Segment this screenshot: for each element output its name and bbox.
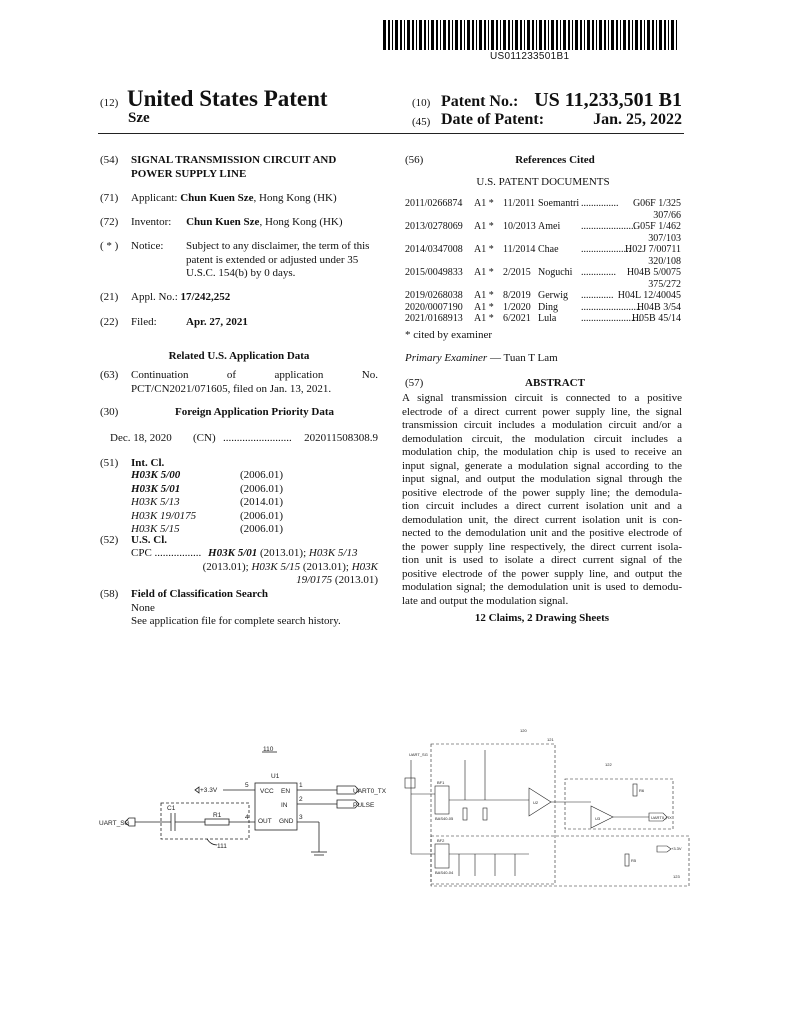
ref-date: 11/2014	[503, 244, 536, 255]
ref-class-secondary: 307/103	[648, 232, 681, 244]
barcode-bar	[620, 20, 621, 50]
ref-class-secondary: 375/272	[648, 278, 681, 290]
bf1-label: BF1	[437, 780, 445, 785]
code-58: (58)	[100, 588, 119, 600]
cpc-d-part1: H03K	[351, 560, 378, 573]
res-a	[463, 808, 467, 820]
block-121	[431, 744, 555, 884]
cpc-c-year: (2013.01);	[300, 560, 352, 573]
barcode-bar	[464, 20, 465, 50]
barcode-bar	[484, 20, 486, 50]
intcl-year: (2006.01)	[240, 509, 284, 522]
ref-name: Ding	[538, 301, 558, 313]
inventor-location: , Hong Kong (HK)	[259, 216, 343, 228]
publication-number: US011233501B1	[490, 51, 570, 62]
intcl-row	[131, 469, 291, 483]
intcl-class: H03K 5/15	[131, 523, 180, 535]
bf1-diode	[435, 786, 449, 814]
block-123	[431, 836, 689, 886]
pin5-num: 5	[245, 782, 249, 789]
code-63: (63)	[100, 369, 119, 381]
header-rule	[98, 133, 684, 134]
ref-name: Noguchi	[538, 267, 573, 278]
barcode-bar	[604, 20, 606, 50]
pin-in: IN	[281, 802, 288, 809]
ref-dots: ........................	[581, 301, 641, 313]
abstract-line: positive electrode of the power supply line, and output the	[402, 567, 682, 580]
abstract-line: tion unit is used to isolate a direct current signal of the	[402, 554, 682, 566]
ref-date: 6/2021	[503, 313, 531, 324]
r5-label: R5	[631, 858, 637, 863]
foreign-heading: Foreign Application Priority Data	[175, 406, 334, 418]
applicant	[131, 192, 378, 206]
applicant-label: Applicant:	[131, 192, 178, 204]
barcode-bar	[575, 20, 578, 50]
ref-kind: A1 *	[474, 198, 494, 209]
invention-title-line2: POWER SUPPLY LINE	[131, 167, 247, 180]
ref-120: 120	[520, 728, 527, 733]
ref-date: 2/2015	[503, 267, 531, 278]
filed-date: Apr. 27, 2021	[186, 316, 248, 328]
appl-no: 17/242,252	[180, 291, 231, 303]
ref-dots: ....................	[581, 244, 631, 255]
abstract-line: the power supply line respectively, the direct current isola-	[402, 540, 682, 553]
r5-resistor	[625, 854, 629, 866]
pin3-num: 3	[299, 814, 303, 821]
barcode-bar	[628, 20, 630, 50]
cpc-a-year: (2013.01);	[257, 547, 309, 559]
code-56: (56)	[405, 154, 424, 166]
applicant-name: Chun Kuen Sze	[180, 192, 254, 204]
barcode-bar	[647, 20, 650, 50]
barcode-bar	[532, 20, 534, 50]
continuation	[131, 369, 378, 396]
primary-examiner	[405, 352, 558, 366]
notice-line1: Subject to any disclaimer, the term of this	[186, 240, 370, 252]
inventor-short: Sze	[128, 110, 150, 126]
barcode-bar	[428, 20, 429, 50]
barcode-bar	[568, 20, 570, 50]
barcode-bar	[392, 20, 393, 50]
ref-121: 121	[547, 737, 554, 742]
ref-class: H02J 7/00711	[624, 244, 681, 255]
cpc-c: H03K 5/15	[251, 560, 301, 573]
pin-vcc: VCC	[260, 788, 274, 795]
inventor-label: Inventor:	[131, 216, 172, 228]
ref-dots: ........................	[581, 313, 641, 324]
ref-number: 2019/0268038	[405, 290, 463, 301]
barcode-bar	[452, 20, 453, 50]
code-12: (12)	[100, 97, 119, 109]
uscl-label: U.S. Cl.	[131, 534, 168, 546]
reference-row	[405, 267, 681, 290]
pin-en: EN	[281, 788, 291, 795]
notice-text	[186, 240, 378, 281]
cpc-a: H03K 5/01	[208, 547, 258, 559]
foreign-number: 202011508308.9	[304, 432, 378, 444]
c1-label: C1	[167, 805, 176, 812]
notice-line3: U.S.C. 154(b) by 0 days.	[186, 267, 296, 279]
intcl-class: H03K 5/13	[131, 496, 180, 508]
u2-label: U2	[533, 800, 539, 805]
code-51: (51)	[100, 457, 119, 469]
cpc-b-year: (2013.01);	[202, 560, 252, 573]
bf2-diode	[435, 844, 449, 868]
ref-class: H05B 45/14	[631, 313, 681, 324]
barcode-bar	[560, 20, 561, 50]
ref-number: 2014/0347008	[405, 244, 463, 255]
cpc-label: CPC	[131, 547, 152, 559]
barcode-bar	[556, 20, 558, 50]
ref-kind: A1 *	[474, 267, 494, 278]
pin1-num: 1	[299, 782, 303, 789]
ref-kind: A1 *	[474, 244, 494, 255]
barcode-bar	[587, 20, 590, 50]
examiner-name: — Tuan T Lam	[487, 352, 558, 364]
inventor-name: Chun Kuen Sze	[186, 216, 260, 228]
related-heading: Related U.S. Application Data	[168, 350, 310, 362]
notice-label: Notice:	[131, 240, 164, 252]
res-b	[483, 808, 487, 820]
code-22: (22)	[100, 316, 119, 328]
abstract-line: positive electrode of the power supply line; the demodula-	[402, 486, 682, 499]
barcode-bar	[632, 20, 633, 50]
barcode-bar	[479, 20, 482, 50]
barcode-bar	[424, 20, 426, 50]
abstract-line: electrode of a direct current power supply line, the signal	[402, 405, 682, 418]
notice-line2: patent is extended or adjusted under 35	[186, 253, 359, 266]
barcode-bar	[520, 20, 522, 50]
barcode-bar	[472, 20, 474, 50]
ref-110: 110	[263, 746, 274, 753]
field-none: None	[131, 601, 155, 614]
u1-label: U1	[271, 773, 280, 780]
barcode-bar	[448, 20, 450, 50]
ref-date: 8/2019	[503, 290, 531, 301]
reference-row	[405, 221, 681, 244]
barcode-bar	[491, 20, 494, 50]
abstract-line: input signal, generate a modulation signal according to the	[402, 459, 682, 472]
field-search	[131, 588, 378, 629]
pulse-label: PULSE	[353, 802, 375, 809]
pin4-num: 4	[245, 814, 249, 821]
barcode-bar	[664, 20, 666, 50]
code-10: (10)	[412, 97, 431, 109]
foreign-dots: .........................	[223, 432, 292, 444]
date-label: Date of Patent:	[441, 111, 545, 128]
cited-note: * cited by examiner	[405, 329, 493, 341]
code-notice: ( * )	[100, 240, 119, 252]
code-54: (54)	[100, 154, 119, 166]
intcl-class: H03K 5/01	[131, 482, 181, 495]
abstract-line: tion circuit includes a direct current isolation unit and a	[402, 500, 682, 512]
barcode-bar	[512, 20, 513, 50]
r6-resistor	[633, 784, 637, 796]
barcode-bar	[551, 20, 554, 50]
patent-date: Jan. 25, 2022	[593, 111, 682, 128]
pin2-num: 2	[299, 796, 303, 803]
barcode-bar	[412, 20, 414, 50]
ref-class: H04B 5/0075	[626, 267, 681, 278]
barcode-bar	[524, 20, 525, 50]
cpc-b: H03K 5/13	[308, 547, 358, 559]
intcl-year: (2006.01)	[240, 482, 284, 495]
abstract-line: modulation signal; the demodulation unit is used to demodu-	[402, 581, 682, 593]
ref-dots: .............	[581, 290, 614, 301]
barcode-bar	[656, 20, 657, 50]
continuation-line1: Continuation of application No.	[131, 369, 378, 381]
barcode-bar	[623, 20, 626, 50]
abstract-line: demodulation circuit, the modulation circuit includes a	[402, 432, 682, 445]
foreign-country: (CN)	[193, 432, 216, 444]
modulation-circuit-figure	[95, 740, 405, 860]
field-heading: Field of Classification Search	[131, 588, 268, 600]
cpc-dots: .................	[154, 547, 202, 559]
ref-number: 2021/0168913	[405, 313, 463, 324]
abstract-heading: ABSTRACT	[525, 377, 585, 389]
patent-number: US 11,233,501 B1	[534, 89, 682, 111]
barcode-bar	[515, 20, 518, 50]
barcode-bar	[407, 20, 410, 50]
reference-row	[405, 198, 681, 221]
barcode-bar	[503, 20, 506, 50]
block-122	[565, 779, 673, 829]
code-72: (72)	[100, 216, 119, 228]
code-52: (52)	[100, 534, 119, 546]
claims-summary: 12 Claims, 2 Drawing Sheets	[474, 612, 610, 624]
ref-name: Soemantri	[538, 198, 580, 209]
bav1-label: BAS40-05	[435, 816, 454, 821]
barcode-bar	[599, 20, 602, 50]
ref-name: Gerwig	[538, 290, 568, 301]
barcode-bar	[668, 20, 669, 50]
demodulation-circuit-figure	[395, 724, 695, 894]
barcode-bar	[544, 20, 546, 50]
barcode-bar	[443, 20, 446, 50]
ref-class-secondary: 320/108	[648, 255, 681, 267]
examiner-label: Primary Examiner	[405, 352, 488, 364]
ref-class: H04B 3/54	[636, 301, 681, 313]
ref-class: G05F 1/462	[632, 221, 681, 232]
barcode-bar	[652, 20, 654, 50]
v33-label: +3.3V	[671, 846, 682, 851]
ref-date: 10/2013	[503, 221, 536, 232]
code-30: (30)	[100, 406, 119, 418]
ref-name: Chae	[538, 244, 559, 255]
r6-label: R6	[639, 788, 645, 793]
ref-number: 2011/0266874	[405, 198, 463, 209]
field-note: See application file for complete search history.	[131, 615, 341, 627]
barcode-bar	[527, 20, 530, 50]
abstract-line: nected to the demodulation unit and the positive electrode of	[402, 527, 682, 539]
barcode-bar	[572, 20, 573, 50]
ref-dots: ...............	[581, 198, 619, 209]
barcode-bar	[416, 20, 417, 50]
intcl-row	[131, 483, 291, 497]
barcode-bar	[488, 20, 489, 50]
ref-122: 122	[605, 762, 612, 767]
barcode-bar	[644, 20, 645, 50]
barcode-bar	[596, 20, 597, 50]
barcode-bar	[496, 20, 498, 50]
reference-row	[405, 302, 681, 314]
ref-class: G06F 1/325	[632, 198, 681, 209]
references-heading: References Cited	[515, 154, 595, 166]
barcode-bar	[592, 20, 594, 50]
sg-label: UART_SG	[409, 752, 428, 757]
r1-resistor	[205, 819, 229, 825]
ref-number: 2015/0049833	[405, 267, 463, 278]
foreign-date: Dec. 18, 2020	[110, 432, 172, 444]
barcode-bar	[676, 20, 677, 50]
barcode-bar	[611, 20, 614, 50]
ref-kind: A1 *	[474, 301, 494, 313]
ref-name: Amei	[538, 221, 561, 232]
barcode-bar	[659, 20, 662, 50]
barcode-bar	[395, 20, 398, 50]
r1-label: R1	[213, 812, 222, 819]
barcode-bar	[539, 20, 542, 50]
barcode-bar	[584, 20, 585, 50]
us-documents-heading: U.S. PATENT DOCUMENTS	[476, 176, 610, 188]
patent-no-label: Patent No.:	[441, 93, 519, 110]
intcl-row	[131, 496, 291, 510]
intcl-year: (2006.01)	[240, 469, 284, 481]
barcode-bar	[671, 20, 674, 50]
ref-111: 111	[217, 843, 227, 850]
ref-dots: ..............	[581, 267, 616, 278]
barcode-bar	[508, 20, 510, 50]
ref-kind: A1 *	[474, 290, 494, 301]
barcode-bar	[616, 20, 618, 50]
barcode-bar	[563, 20, 566, 50]
ref-dots: ......................	[581, 221, 636, 232]
barcode-bar	[476, 20, 477, 50]
bav2-label: BAS40-04	[435, 870, 454, 875]
input-cap	[405, 778, 415, 788]
ref-kind: A1 *	[474, 221, 494, 232]
barcode-bar	[500, 20, 501, 50]
code-45: (45)	[412, 116, 431, 128]
code-21: (21)	[100, 291, 119, 303]
barcode-bar	[455, 20, 458, 50]
abstract-line: demodulation unit, the direct current isolation unit is con-	[402, 513, 682, 526]
barcode-bar	[431, 20, 434, 50]
pin-out: OUT	[258, 818, 272, 825]
invention-title	[131, 154, 378, 181]
barcode-bar	[419, 20, 422, 50]
bf2-label: BF2	[437, 838, 445, 843]
appl-label: Appl. No.:	[131, 291, 178, 303]
abstract-line: late and output the modulation signal.	[402, 594, 569, 607]
barcode-bar	[436, 20, 438, 50]
abstract-line: input signal, and output the modulation signal through the	[402, 473, 682, 485]
document-title: United States Patent	[127, 86, 328, 111]
barcode	[383, 20, 677, 50]
barcode-bar	[580, 20, 582, 50]
vcc-supply: +3.3V	[200, 787, 218, 794]
intcl-year: (2006.01)	[240, 523, 284, 535]
ref-class: H04L 12/40045	[617, 290, 681, 301]
intcl-class: H03K 5/00	[131, 469, 181, 481]
code-57: (57)	[405, 377, 424, 389]
abstract-text	[402, 392, 682, 608]
inventor	[131, 216, 378, 230]
barcode-bar	[467, 20, 470, 50]
ref-date: 1/2020	[503, 301, 531, 313]
uart-sg-label: UART_SG	[99, 820, 130, 827]
intcl-class: H03K 19/0175	[131, 509, 197, 522]
ref-number: 2020/0007190	[405, 301, 463, 313]
ref-123: 123	[673, 874, 680, 879]
ref-class-secondary: 307/66	[653, 209, 681, 221]
barcode-bar	[536, 20, 537, 50]
barcode-bar	[440, 20, 441, 50]
barcode-bar	[460, 20, 462, 50]
barcode-bar	[400, 20, 402, 50]
barcode-bar	[548, 20, 549, 50]
u3-label: U3	[595, 816, 601, 821]
intcl-row	[131, 510, 291, 524]
filed-label: Filed:	[131, 316, 157, 328]
reference-row	[405, 244, 681, 267]
rx-label: UART0_RX	[651, 815, 672, 820]
applicant-location: , Hong Kong (HK)	[253, 192, 337, 204]
ref-number: 2013/0278069	[405, 221, 463, 232]
code-71: (71)	[100, 192, 119, 204]
cpc-block	[131, 547, 378, 588]
abstract-line: A signal transmission circuit is connected to a positive	[402, 392, 682, 404]
v33-port	[657, 846, 671, 852]
intcl-list	[131, 469, 291, 537]
continuation-line2: PCT/CN2021/071605, filed on Jan. 13, 2021.	[131, 382, 332, 395]
application-number	[131, 291, 378, 305]
vcc-arrow	[195, 787, 199, 793]
pin-gnd: GND	[279, 818, 294, 825]
invention-title-line1: SIGNAL TRANSMISSION CIRCUIT AND	[131, 154, 337, 166]
reference-row	[405, 290, 681, 302]
abstract-line: transmission circuit includes a modulation circuit and/or a	[402, 419, 682, 431]
abstract-line: modulation chip, the modulation chip is used to receive an	[402, 446, 682, 458]
cpc-d-year: (2013.01)	[332, 574, 378, 586]
ref-111-leader	[207, 839, 217, 845]
ref-date: 11/2011	[503, 198, 536, 209]
intcl-year: (2014.01)	[240, 496, 284, 508]
wires-top	[449, 750, 529, 800]
wires-bottom	[449, 854, 529, 876]
reference-row	[405, 313, 681, 325]
barcode-bar	[640, 20, 642, 50]
barcode-bar	[404, 20, 405, 50]
barcode-bar	[635, 20, 638, 50]
barcode-bar	[383, 20, 386, 50]
ref-kind: A1 *	[474, 313, 494, 324]
tx-label: UART0_TX	[353, 788, 387, 795]
barcode-bar	[388, 20, 390, 50]
ref-name: Lula	[538, 313, 557, 324]
cpc-d-part2: 19/0175	[296, 574, 333, 586]
barcode-bar	[608, 20, 609, 50]
intcl-label: Int. Cl.	[131, 457, 165, 469]
